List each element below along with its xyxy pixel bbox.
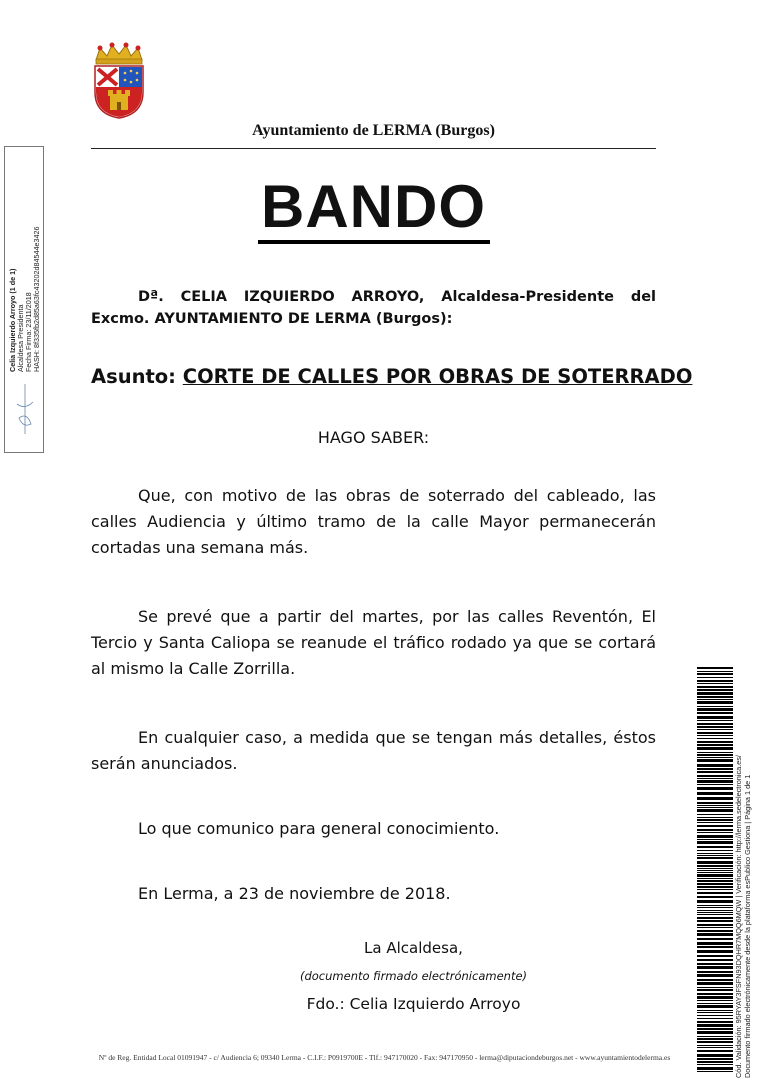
- barcode-bar: [697, 732, 733, 734]
- barcode-bar: [697, 853, 733, 854]
- header-divider: [91, 148, 656, 149]
- barcode-bar: [697, 716, 733, 719]
- barcode-bar: [697, 1047, 733, 1048]
- barcode-bar: [697, 910, 733, 911]
- barcode-bar: [697, 850, 733, 851]
- barcode-bar: [697, 689, 733, 691]
- barcode-bar: [697, 966, 733, 969]
- municipal-crest-logo: [90, 42, 148, 120]
- barcode-bar: [697, 1067, 733, 1070]
- barcode-bar: [697, 778, 733, 779]
- barcode-bar: [697, 1038, 733, 1040]
- barcode-bar: [697, 1050, 733, 1052]
- barcode-bar: [697, 846, 733, 848]
- barcode-bar: [697, 814, 733, 815]
- barcode-bar: [697, 955, 733, 957]
- barcode-bar: [697, 900, 733, 903]
- barcode-bar: [697, 787, 733, 790]
- barcode-bar: [697, 996, 733, 999]
- organization-name: Ayuntamiento de LERMA (Burgos): [252, 122, 495, 139]
- barcode-bar: [697, 1018, 733, 1019]
- barcode-bar: [697, 933, 733, 936]
- barcode-bar: [697, 855, 733, 856]
- barcode-bar: [697, 747, 733, 750]
- barcode-bar: [697, 784, 733, 785]
- barcode-bar: [697, 930, 733, 932]
- barcode-bar: [697, 946, 733, 948]
- barcode-bar: [697, 870, 733, 871]
- barcode-bar: [697, 1021, 733, 1023]
- barcode-bar: [697, 757, 733, 758]
- barcode-bar: [697, 802, 733, 804]
- signature-note-text: (documento firmado electrónicamente): [299, 969, 528, 983]
- barcode-bar: [697, 768, 733, 770]
- signature-stamp-box: [4, 146, 44, 453]
- barcode-bar: [697, 959, 733, 961]
- barcode-bar: [697, 841, 733, 844]
- barcode-bar: [697, 699, 733, 700]
- barcode-bar: [697, 1000, 733, 1001]
- barcode-bar: [697, 1005, 733, 1008]
- barcode-bar: [697, 701, 733, 704]
- barcode-bar: [697, 692, 733, 695]
- barcode-bar: [697, 874, 733, 877]
- barcode-bar: [697, 825, 733, 827]
- barcode-bar: [697, 1028, 733, 1030]
- barcode-bar: [697, 872, 733, 873]
- barcode-bar: [697, 671, 733, 672]
- barcode-bar: [697, 907, 733, 908]
- body-paragraph-2: Se prevé que a partir del martes, por las calles Reventón, El Tercio y Santa Caliopa se reanude el tráfico rodado ya que se cortará al mismo la Calle Zorrilla.: [91, 607, 656, 678]
- announcement-heading: HAGO SABER:: [317, 428, 430, 447]
- barcode-bar: [697, 880, 733, 882]
- barcode-bar: [697, 942, 733, 945]
- barcode-bar: [697, 1036, 733, 1037]
- footer-contact-info: Nº de Reg. Entidad Local 01091947 - c/ Audiencia 6; 09340 Lerma - C.I.F.: P0919700E - Tlf.: 947170020 - Fax: 947170950 - lerma@diputaciondeburgos.net - www.ayuntamientodelerma.es: [98, 1053, 671, 1062]
- barcode-bar: [697, 775, 733, 777]
- signature-note: [91, 969, 656, 983]
- barcode-bar: [697, 792, 733, 795]
- barcode-bar: [697, 752, 733, 753]
- barcode-bar: [697, 819, 733, 821]
- subject-text: CORTE DE CALLES POR OBRAS DE SOTERRADO: [182, 365, 693, 388]
- verification-code: Cód. Validación: 95RYAY3FSFN93DQHR7MQQ6MQW | Verificación: http://lerma.sedelectronica.es/: [734, 755, 743, 1078]
- barcode-bar: [697, 686, 733, 688]
- barcode-bar: [697, 708, 733, 711]
- barcode-bar: [697, 735, 733, 736]
- barcode-bar: [697, 993, 733, 995]
- barcode-bar: [697, 680, 733, 682]
- barcode-bar: [697, 706, 733, 707]
- barcode-bar: [697, 683, 733, 684]
- barcode-bar: [697, 832, 733, 833]
- barcode-bar: [697, 868, 733, 869]
- stamp-text: [9, 72, 41, 372]
- barcode-bar: [697, 1024, 733, 1027]
- barcode-bar: [697, 896, 733, 898]
- handwritten-signature-icon: [13, 382, 37, 437]
- barcode-bar: [697, 1031, 733, 1034]
- barcode-bar: [697, 805, 733, 806]
- barcode-bar: [697, 729, 733, 730]
- date-line: En Lerma, a 23 de noviembre de 2018.: [138, 884, 451, 903]
- barcode-bar: [697, 861, 733, 864]
- barcode-bar: [697, 1064, 733, 1065]
- barcode-bar: [697, 817, 733, 818]
- barcode-bar: [697, 754, 733, 756]
- barcode-bar: [697, 667, 733, 669]
- subject-label: Asunto:: [91, 365, 176, 388]
- barcode-bar: [697, 1012, 733, 1013]
- barcode-bar: [697, 974, 733, 977]
- signature-title: [91, 939, 656, 957]
- barcode-bar: [697, 720, 733, 721]
- barcode-bar: [697, 771, 733, 773]
- barcode-bar: [697, 1010, 733, 1011]
- barcode-bar: [697, 889, 733, 890]
- verification-platform: Documento firmado electrónicamente desde la plataforma esPublico Gestiona | Página 1 de 1: [743, 774, 752, 1078]
- barcode-bar: [697, 912, 733, 913]
- stamp-role: Alcaldesa Presidenta: [16, 304, 25, 372]
- barcode-bar: [697, 1058, 733, 1060]
- barcode-bar: [697, 1071, 733, 1072]
- barcode-bar: [697, 726, 733, 728]
- barcode-bar: [697, 673, 733, 675]
- barcode-bar: [697, 1061, 733, 1063]
- barcode-bar: [697, 780, 733, 783]
- barcode-bar: [697, 677, 733, 678]
- barcode-bar: [697, 987, 733, 988]
- barcode-bar: [697, 950, 733, 953]
- validation-barcode: [697, 667, 733, 1072]
- barcode-bar: [697, 1015, 733, 1016]
- barcode-bar: [697, 723, 733, 725]
- signature-name-text: Fdo.: Celia Izquierdo Arroyo: [306, 995, 521, 1013]
- signature-name: [91, 995, 656, 1013]
- barcode-bar: [697, 1054, 733, 1057]
- barcode-bar: [697, 809, 733, 812]
- barcode-bar: [697, 917, 733, 919]
- barcode-bar: [697, 979, 733, 981]
- barcode-bar: [697, 963, 733, 965]
- barcode-bar: [697, 905, 733, 906]
- stamp-hash: HASH: 8f335fb2d85a63fc43202d84544e3426: [32, 226, 41, 372]
- barcode-bar: [697, 744, 733, 746]
- barcode-bar: [697, 892, 733, 894]
- barcode-bar: [697, 1003, 733, 1004]
- barcode-bar: [697, 829, 733, 831]
- barcode-bar: [697, 971, 733, 973]
- subject-line: [91, 365, 692, 388]
- signature-title-text: La Alcaldesa,: [364, 939, 463, 957]
- barcode-bar: [697, 797, 733, 800]
- barcode-bar: [697, 807, 733, 808]
- barcode-bar: [697, 878, 733, 879]
- barcode-bar: [697, 696, 733, 698]
- barcode-bar: [697, 738, 733, 739]
- barcode-bar: [697, 865, 733, 867]
- verification-text: [734, 668, 762, 1078]
- barcode-bar: [697, 924, 733, 926]
- barcode-bar: [697, 857, 733, 859]
- barcode-bar: [697, 839, 733, 840]
- barcode-bar: [697, 764, 733, 767]
- barcode-bar: [697, 741, 733, 743]
- stamp-date: Fecha Firma: 23/11/2018: [24, 292, 33, 372]
- barcode-bar: [697, 1045, 733, 1046]
- barcode-bar: [697, 883, 733, 885]
- barcode-bar: [697, 835, 733, 838]
- barcode-bar: [697, 982, 733, 985]
- barcode-bar: [697, 1041, 733, 1043]
- barcode-bar: [697, 927, 733, 928]
- closing-statement: Lo que comunico para general conocimiento.: [138, 819, 500, 838]
- barcode-bar: [697, 759, 733, 762]
- barcode-bar: [697, 822, 733, 823]
- title-underline: [258, 240, 490, 244]
- issuer-statement: Dª. CELIA IZQUIERDO ARROYO, Alcaldesa-Presidente del Excmo. AYUNTAMIENTO DE LERMA (Burgos):: [91, 289, 656, 327]
- document-title: BANDO: [261, 173, 486, 240]
- barcode-bar: [697, 989, 733, 991]
- barcode-bar: [697, 938, 733, 940]
- barcode-bar: [697, 886, 733, 888]
- body-paragraph-3: En cualquier caso, a medida que se tengan más detalles, éstos serán anunciados.: [91, 728, 656, 773]
- barcode-bar: [697, 712, 733, 714]
- barcode-bar: [697, 920, 733, 922]
- barcode-bar: [697, 914, 733, 915]
- stamp-signer: Celia Izquierdo Arroyo (1 de 1): [8, 268, 17, 372]
- body-paragraph-1: Que, con motivo de las obras de soterrado del cableado, las calles Audiencia y último tramo de la calle Mayor permanecerán cortadas una semana más.: [91, 486, 656, 557]
